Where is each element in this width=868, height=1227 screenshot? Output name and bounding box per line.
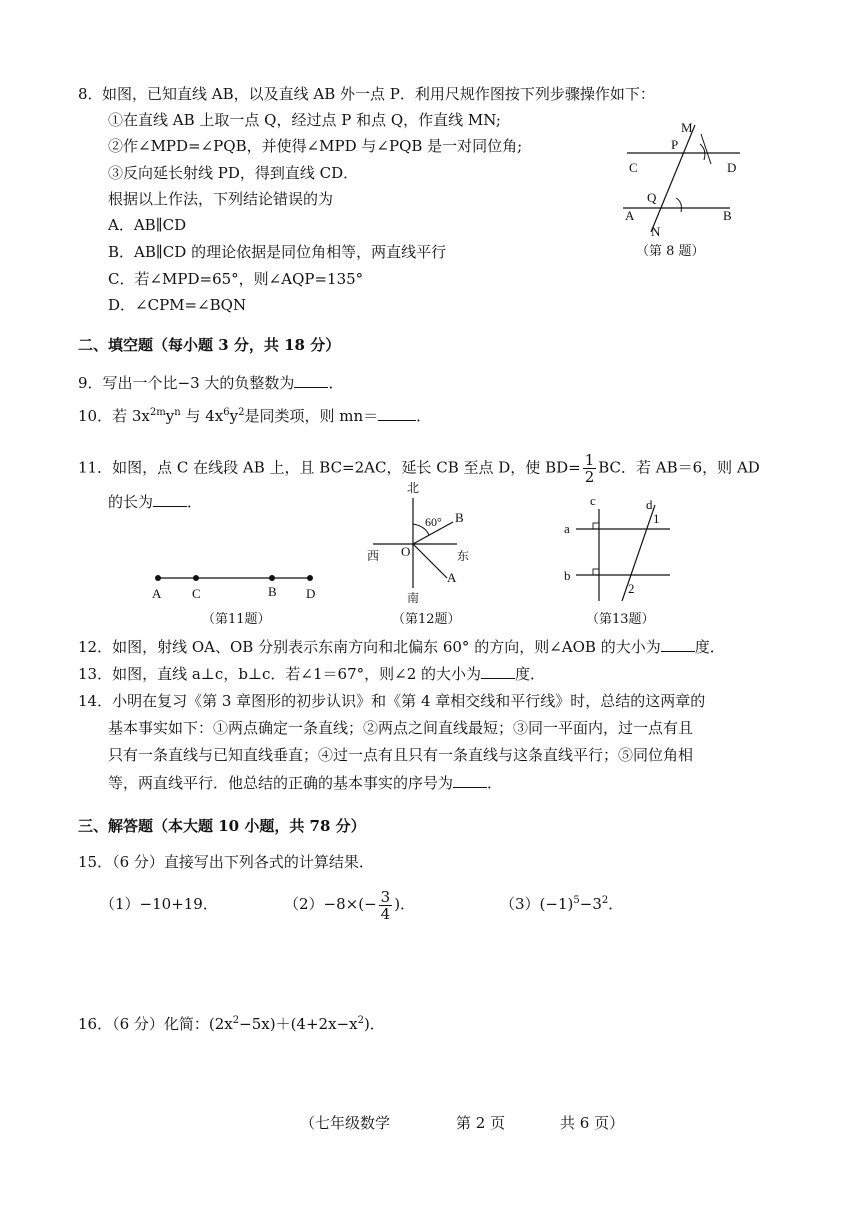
q10-answer-blank[interactable] <box>378 406 416 421</box>
q16-number: 16． <box>78 1015 113 1033</box>
q14-line3: 只有一条直线与已知直线垂直；④过一点有且只有一条直线与这条直线平行；⑤同位角相 <box>108 746 694 764</box>
q15-p3-end: ． <box>608 895 624 913</box>
q11-text1: 如图，点 C 在线段 AB 上，且 BC=2AC，延长 CB 至点 D，使 BD= <box>112 458 581 477</box>
fig12-north: 北 <box>407 481 420 495</box>
fig12-caption: （第12题） <box>392 612 461 627</box>
q14-end: ． <box>487 774 503 792</box>
fig12-label-b: B <box>455 510 464 525</box>
q9-answer-blank[interactable] <box>294 373 328 388</box>
fig8-label-p: P <box>671 137 679 152</box>
fig12-label-o: O <box>401 544 411 559</box>
q10-mid3: y <box>229 407 239 425</box>
fig13-angle-2: 2 <box>628 581 635 596</box>
fig8-label-c: C <box>629 160 638 175</box>
q15-p2-fraction <box>379 889 393 922</box>
fig8-label-d: D <box>727 160 737 175</box>
q8-option-d: D．∠CPM=∠BQN <box>108 296 247 314</box>
q12-text: 如图，射线 OA、OB 分别表示东南方向和北偏东 60° 的方向，则∠AOB 的大小为 <box>112 638 661 656</box>
q15-p2-frac-den: 4 <box>380 904 391 923</box>
q16-pre: （6 分）化简：(2x <box>112 1015 233 1033</box>
fig13-label-c: c <box>590 493 596 508</box>
q15-p3-exp: 5 <box>573 895 580 906</box>
fig8-label-b: B <box>723 208 732 223</box>
fig8-label-n: N <box>651 224 661 239</box>
fig12-angle: 60° <box>425 515 442 529</box>
q9-end: ． <box>328 374 344 392</box>
fig11-label-c: C <box>192 586 201 601</box>
q8-stem: 如图，已知直线 AB，以及直线 AB 外一点 P．利用尺规作图按下列步骤操作如下： <box>102 85 655 103</box>
fig13-angle-1: 1 <box>653 511 660 526</box>
q11-end: ． <box>187 493 203 511</box>
q12 <box>78 637 725 657</box>
q11-line2 <box>108 492 202 512</box>
q15-p2-pre: （2）−8×(− <box>284 895 377 913</box>
q11-fraction <box>583 452 597 485</box>
q15-p3-pre: （3）(−1) <box>500 895 574 913</box>
q15-stem <box>78 852 374 872</box>
q8-step2: ②作∠MPD=∠PQB，并使得∠MPD 与∠PQB 是一对同位角; <box>108 137 523 155</box>
q8-step3: ③反向延长射线 PD，得到直线 CD． <box>108 164 359 182</box>
q10-exp3: 6 <box>223 407 230 418</box>
q14-line2: 基本事实如下：①两点确定一条直线；②两点之间直线最短；③同一平面内，过一点有且 <box>108 719 694 737</box>
q11-text2: BC．若 AB＝6，则 AD <box>598 458 760 477</box>
fig8-label-m: M <box>681 120 693 135</box>
q12-end: 度． <box>694 638 725 656</box>
figure-11 <box>148 570 323 605</box>
q8-option-b: B．AB∥CD 的理论依据是同位角相等，两直线平行 <box>108 243 447 261</box>
q12-answer-blank[interactable] <box>661 637 695 652</box>
q16-end: )． <box>363 1015 385 1033</box>
q16-exp2: 2 <box>357 1015 364 1026</box>
q10 <box>78 406 431 426</box>
fig11-label-d: D <box>306 586 316 601</box>
q9-number: 9． <box>78 374 103 392</box>
q8-option-a: A．AB∥CD <box>108 216 187 234</box>
q13-text: 如图，直线 a⊥c，b⊥c．若∠1＝67°，则∠2 的大小为 <box>112 665 482 683</box>
q9-text: 写出一个比−3 大的负整数为 <box>102 374 295 392</box>
q13-number: 13． <box>78 665 113 683</box>
q15-part3 <box>500 894 623 914</box>
q14-text1: 小明在复习《第 3 章图形的初步认识》和《第 4 章相交线和平行线》时，总结的这两章的 <box>112 692 706 710</box>
fig8-label-a: A <box>625 208 635 223</box>
q14-number: 14． <box>78 692 113 710</box>
fig12-east: 东 <box>457 549 470 563</box>
q13 <box>78 664 545 684</box>
fig13-label-b: b <box>564 568 571 583</box>
q10-mid2: 与 4x <box>180 407 224 425</box>
q10-mid1: y <box>165 407 175 425</box>
q11-number: 11． <box>78 458 113 477</box>
q16-exp1: 2 <box>232 1015 240 1026</box>
q15-text: （6 分）直接写出下列各式的计算结果． <box>112 853 374 871</box>
q10-number: 10． <box>78 407 113 425</box>
q10-pre: 若 3x <box>112 407 150 425</box>
q10-exp1: 2m <box>149 407 166 418</box>
section-3-title: 三、解答题（本大题 10 小题，共 78 分） <box>78 817 366 835</box>
q9 <box>78 373 343 393</box>
q16 <box>78 1014 385 1034</box>
q10-mid4: 是同类项，则 mn＝ <box>244 407 379 425</box>
fig13-label-a: a <box>564 521 570 536</box>
q14-line4 <box>108 773 502 793</box>
q14-text4: 等，两直线平行．他总结的正确的基本事实的序号为 <box>108 774 454 792</box>
q15-part2 <box>284 884 415 924</box>
q8-number: 8． <box>78 85 103 103</box>
q11-text3: 的长为 <box>108 493 154 511</box>
fig8-label-q: Q <box>647 190 657 205</box>
fig11-caption: （第11题） <box>202 612 271 627</box>
q11-frac-den: 2 <box>584 468 595 486</box>
q11-answer-blank[interactable] <box>153 492 187 507</box>
footer-subject: （七年级数学 <box>300 1114 391 1132</box>
q14-answer-blank[interactable] <box>453 773 487 788</box>
q16-mid: −5x)＋(4+2x−x <box>239 1015 358 1033</box>
footer-page: 第 2 页 <box>456 1114 506 1132</box>
figure-8 <box>615 120 755 240</box>
section-2-title: 二、填空题（每小题 3 分，共 18 分） <box>78 336 341 354</box>
q15-number: 15． <box>78 853 113 871</box>
fig12-west: 西 <box>367 549 380 563</box>
q15-part1: （1）−10+19． <box>100 895 218 913</box>
q15-p3-mid: −3 <box>579 895 602 913</box>
fig12-label-a: A <box>447 570 457 585</box>
q8-step1: ①在直线 AB 上取一点 Q，经过点 P 和点 Q，作直线 MN; <box>108 111 501 129</box>
figure-13 <box>558 493 683 608</box>
fig11-label-b: B <box>268 584 277 599</box>
q10-end: ． <box>416 407 432 425</box>
q12-number: 12． <box>78 638 113 656</box>
fig13-label-d: d <box>646 497 653 512</box>
q10-exp4: 2 <box>238 407 245 418</box>
q8-prompt: 根据以上作法，下列结论错误的为 <box>108 190 334 208</box>
fig11-label-a: A <box>152 586 162 601</box>
q15-p2-post: )． <box>394 895 416 913</box>
q14-line1 <box>78 691 705 711</box>
footer-total: 共 6 页） <box>560 1114 625 1132</box>
fig13-caption: （第13题） <box>586 612 655 627</box>
q15-p3-exp2: 2 <box>601 895 609 906</box>
q13-answer-blank[interactable] <box>481 664 515 679</box>
figure-12 <box>365 478 485 608</box>
fig12-south: 南 <box>407 591 420 605</box>
fig8-caption: （第 8 题） <box>636 244 705 259</box>
q8-option-c: C．若∠MPD=65°，则∠AQP=135° <box>108 270 364 288</box>
q10-exp2: n <box>174 407 181 418</box>
q11-frac-num: 1 <box>584 451 595 469</box>
q15-p2-frac-num: 3 <box>380 887 391 906</box>
q13-end: 度． <box>515 665 546 683</box>
